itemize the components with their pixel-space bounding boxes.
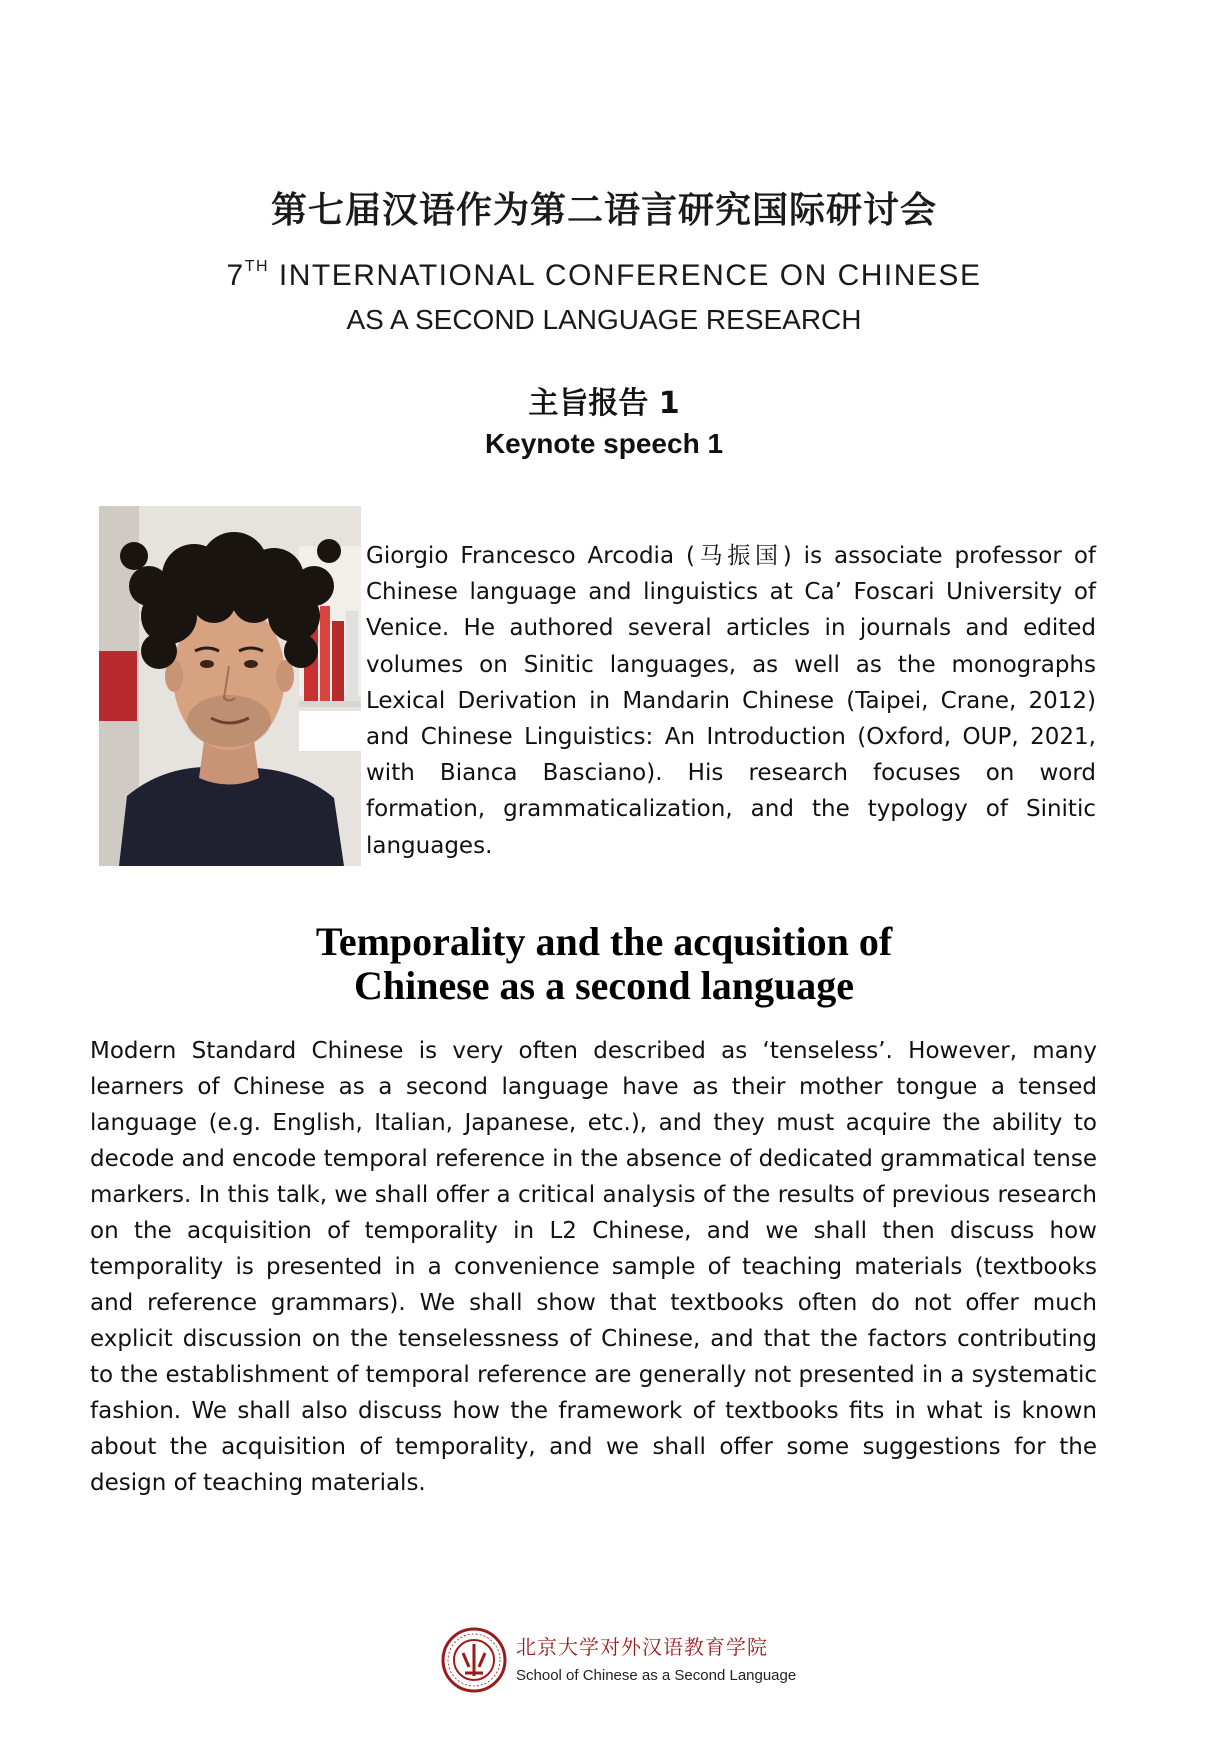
keynote-label-chinese: 主旨报告 1 xyxy=(528,386,680,421)
conference-title-chinese: 第七届汉语作为第二语言研究国际研讨会 xyxy=(270,190,937,231)
talk-title xyxy=(0,920,1208,1008)
conference-title-english xyxy=(0,254,1208,342)
school-name-chinese: 北京大学对外汉语教育学院 xyxy=(516,1635,768,1659)
keynote-label-english: Keynote speech 1 xyxy=(484,428,724,459)
speaker-photo xyxy=(99,506,361,866)
talk-title-line2: Chinese as a second language xyxy=(353,963,855,1008)
title-ordinal: 7 xyxy=(226,259,245,292)
speaker-bio: Giorgio Francesco Arcodia (马振国) is associate professor of Chinese language and linguistics at Ca’ Foscari University of Venice. He authored several articles in journals and edited volumes on Sinitic languages, as well as the monographs Lexical Derivation in Mandarin Chinese (Taipei, Crane, 2012) and Chinese Linguistics: An Introduction (Oxford, OUP, 2021, with Bianca Basciano). His research focuses on word formation, grammaticalization, and the typology of Sinitic languages. xyxy=(366,543,1096,859)
title-line2: AS A SECOND LANGUAGE RESEARCH xyxy=(346,304,862,335)
peking-university-seal-icon xyxy=(441,1627,507,1693)
talk-title-line1: Temporality and the acqusition of xyxy=(315,919,893,964)
speaker-portrait xyxy=(99,506,361,866)
title-ordinal-suffix: TH xyxy=(244,258,270,275)
school-name-english: School of Chinese as a Second Language xyxy=(516,1667,797,1684)
title-line1-rest: INTERNATIONAL CONFERENCE ON CHINESE xyxy=(269,259,982,292)
talk-abstract: Modern Standard Chinese is very often described as ‘tenseless’. However, many learners of Chinese as a second language have as their mother tongue a tensed language (e.g. English, Italian, Japanese, etc.), and they must acquire the ability to decode and encode temporal reference in the absence of dedicated grammatical tense markers. In this talk, we shall offer a critical analysis of the results of previous research on the acquisition of temporality in L2 Chinese, and we shall then discuss how temporality is presented in a convenience sample of teaching materials (textbooks and reference grammars). We shall show that textbooks often do not offer much explicit discussion on the tenselessness of Chinese, and that the factors contributing to the establishment of temporal reference are generally not presented in a systematic fashion. We shall also discuss how the framework of textbooks fits in what is known about the acquisition of temporality, and we shall offer some suggestions for the design of teaching materials. xyxy=(90,1038,1097,1496)
